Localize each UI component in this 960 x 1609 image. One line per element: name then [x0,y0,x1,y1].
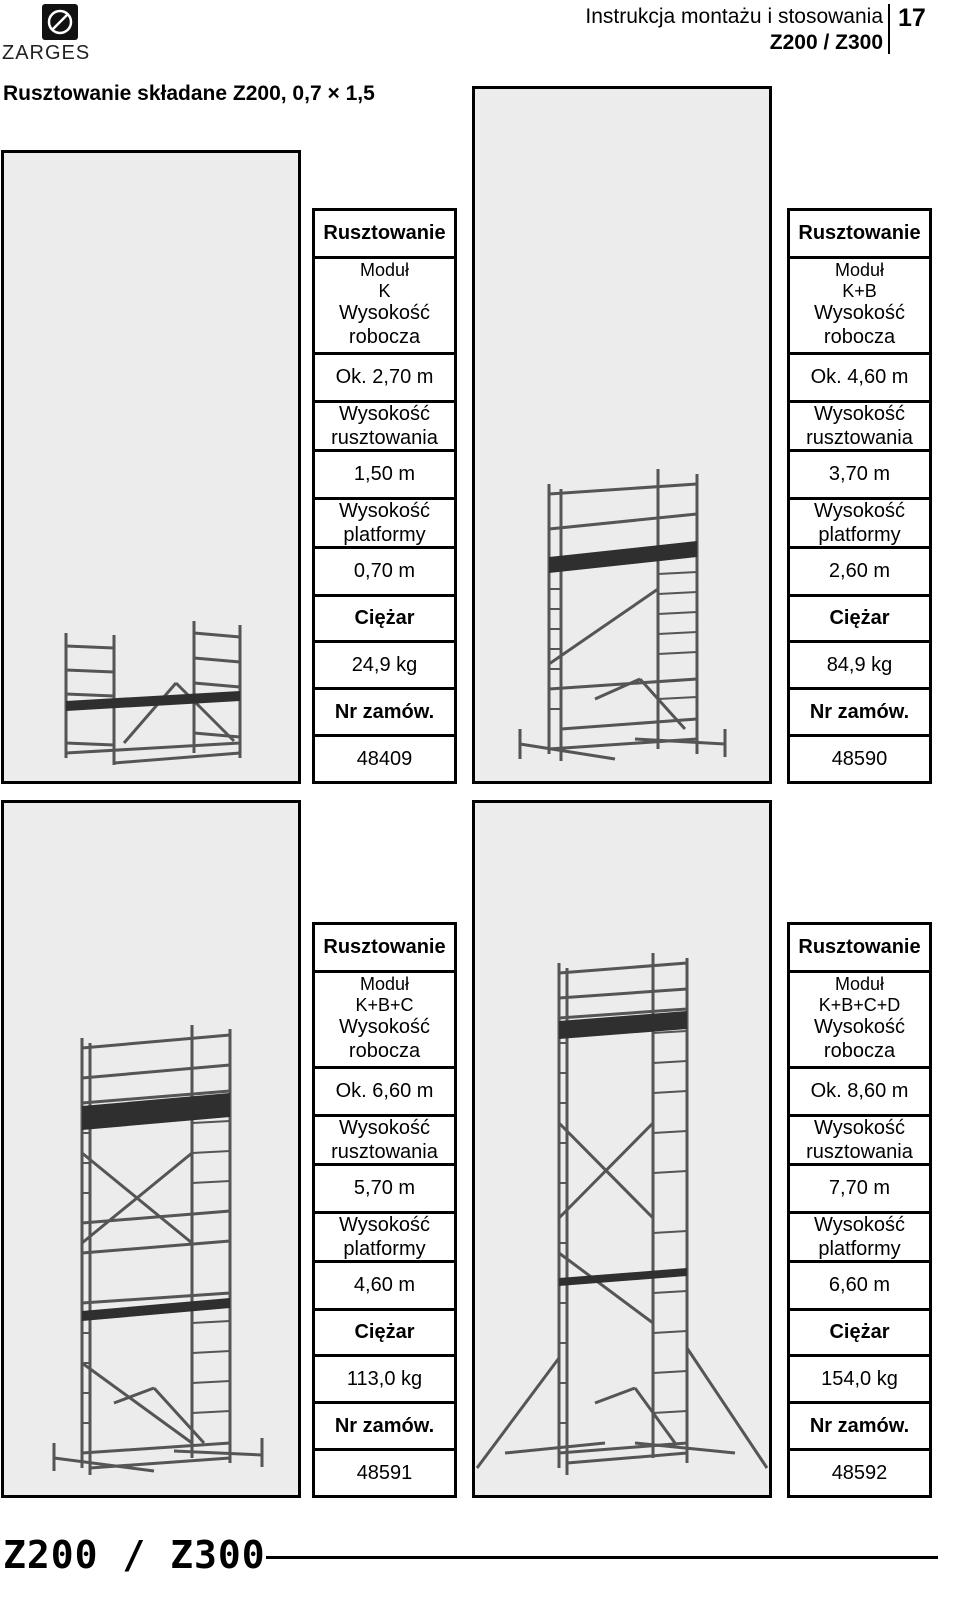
footer-rule [266,1556,938,1559]
spec-scaffold-height-value: 3,70 m [790,452,929,500]
spec-scaffold-height-value: 5,70 m [315,1166,454,1214]
page-number: 17 [898,4,926,32]
spec-weight-label: Ciężar [790,597,929,643]
spec-order-value: 48409 [356,747,413,770]
footer-product-name: Z200 / Z300 [3,1533,266,1577]
spec-weight-label: Ciężar [315,597,454,643]
document-title-line1: Instrukcja montażu i stosowania [585,5,883,28]
document-title-line2: Z200 / Z300 [769,31,883,54]
spec-working-height-label: Wysokość robocza [339,1016,430,1062]
spec-order-label: Nr zamów. [315,690,454,737]
spec-module-label: Moduł [834,260,885,280]
header-divider [888,4,890,54]
spec-weight-label: Ciężar [790,1311,929,1357]
spec-weight-label: Ciężar [315,1311,454,1357]
spec-table-k-b [787,208,932,784]
document-title [585,4,883,56]
spec-platform-height-value: 0,70 m [315,549,454,597]
spec-platform-height-value: 4,60 m [315,1263,454,1311]
spec-scaffold-height-value: 1,50 m [315,452,454,500]
zarges-logo [0,2,91,64]
spec-platform-height-label: Wysokość platformy [790,1214,929,1263]
spec-module-label: Moduł [359,974,410,994]
spec-weight-value: 154,0 kg [790,1357,929,1404]
spec-order-value: 48591 [356,1461,413,1484]
spec-working-height-label-cell [790,973,929,1069]
spec-table-k [312,208,457,784]
scaffold-k-b-c-drawing [4,803,304,1501]
spec-working-height-label-cell [315,259,454,355]
spec-platform-height-value: 6,60 m [790,1263,929,1311]
spec-platform-height-label: Wysokość platformy [315,500,454,549]
spec-module-value: K+B+C+D [818,995,901,1015]
spec-weight-value: 113,0 kg [315,1357,454,1404]
spec-working-height-value: Ok. 6,60 m [315,1069,454,1117]
spec-working-height-label-cell [790,259,929,355]
spec-scaffold-height-value: 7,70 m [790,1166,929,1214]
spec-module-value: K+B+C [355,995,414,1015]
spec-module-label: Moduł [359,260,410,280]
zarges-logo-mark-icon [42,4,78,40]
spec-module-value: K [378,281,391,301]
spec-platform-height-label: Wysokość platformy [315,1214,454,1263]
spec-table-k-b-c [312,922,457,1498]
spec-scaffold-height-label: Wysokość rusztowania [790,403,929,452]
scaffold-illustration-k-b-c [1,800,301,1498]
spec-order-label: Nr zamów. [790,1404,929,1451]
spec-scaffold-height-label: Wysokość rusztowania [315,403,454,452]
spec-scaffold-height-label: Wysokość rusztowania [315,1117,454,1166]
spec-order-value: 48590 [831,747,888,770]
spec-order-label: Nr zamów. [315,1404,454,1451]
spec-header: Rusztowanie [315,925,454,973]
zarges-logo-wordmark: ZARGES [2,42,91,64]
scaffold-k-b-drawing [475,89,775,787]
spec-working-height-value: Ok. 8,60 m [790,1069,929,1117]
spec-working-height-label: Wysokość robocza [339,302,430,348]
spec-weight-value: 24,9 kg [315,643,454,690]
spec-header: Rusztowanie [790,211,929,259]
spec-header: Rusztowanie [315,211,454,259]
spec-platform-height-value: 2,60 m [790,549,929,597]
spec-scaffold-height-label: Wysokość rusztowania [790,1117,929,1166]
spec-order-value: 48592 [831,1461,888,1484]
section-title: Rusztowanie składane Z200, 0,7 × 1,5 [3,82,375,105]
spec-module-value: K+B [842,281,877,301]
scaffold-k-drawing [4,153,304,787]
spec-working-height-label: Wysokość robocza [814,302,905,348]
spec-weight-value: 84,9 kg [790,643,929,690]
scaffold-illustration-k-b [472,86,772,784]
spec-table-k-b-c-d [787,922,932,1498]
spec-module-label: Moduł [834,974,885,994]
spec-platform-height-label: Wysokość platformy [790,500,929,549]
spec-order-label: Nr zamów. [790,690,929,737]
spec-working-height-value: Ok. 4,60 m [790,355,929,403]
scaffold-k-b-c-d-drawing [475,803,775,1501]
spec-header: Rusztowanie [790,925,929,973]
spec-working-height-label-cell [315,973,454,1069]
spec-working-height-value: Ok. 2,70 m [315,355,454,403]
spec-working-height-label: Wysokość robocza [814,1016,905,1062]
scaffold-illustration-k-b-c-d [472,800,772,1498]
scaffold-illustration-k [1,150,301,784]
